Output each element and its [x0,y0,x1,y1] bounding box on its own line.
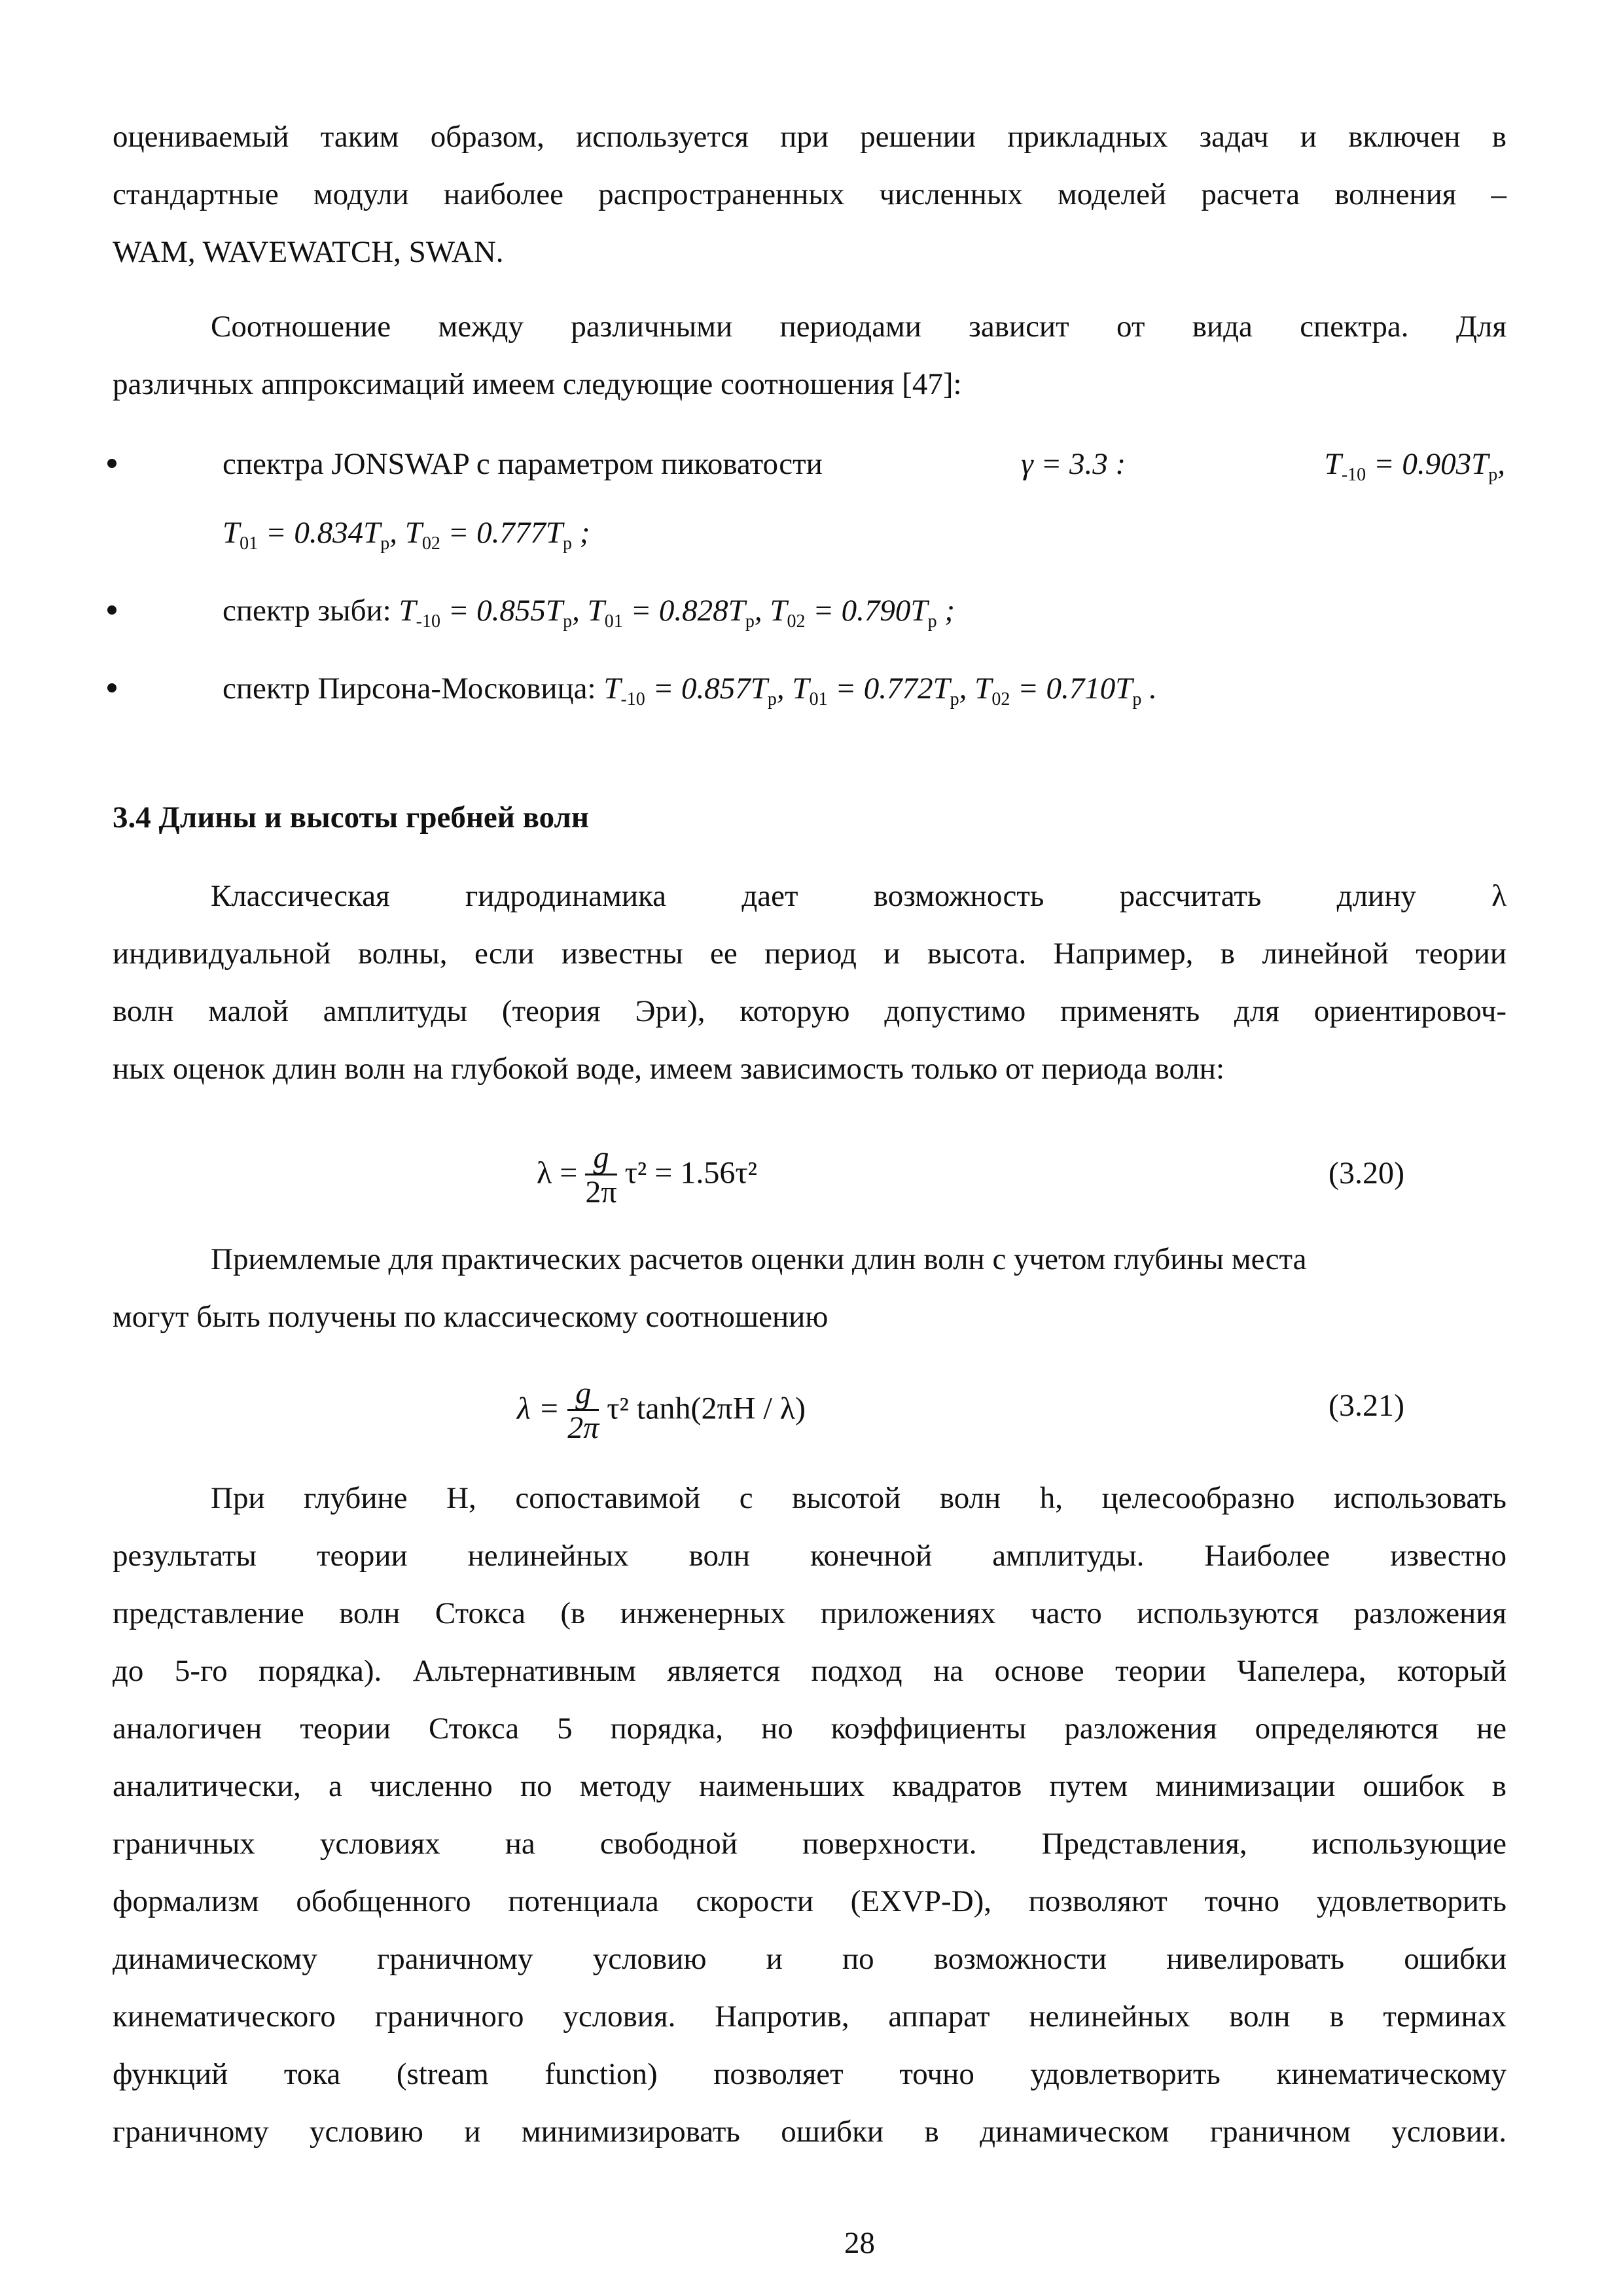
ratio-line-2: различных аппроксимаций имеем следующие соотношения [47]: [113,367,962,401]
nonlinear-line-11: функций тока (stream function) позволяет точно удовлетворить кинематическому [113,2057,1507,2091]
jonswap-gamma: γ = 3.3 : [1021,447,1126,481]
pm-prefix: спектр Пирсона-Московица: [223,672,596,706]
intro-line-3: WAM, WAVEWATCH, SWAN. [113,235,504,269]
eq320-numerator: g [585,1142,616,1175]
list-item-wind-sea [223,582,1505,651]
eq320-fraction [585,1142,616,1210]
ratio-line-1: Соотношение между различными периодами зависит от вида спектра. Для [211,310,1507,344]
spectrum-ratio-list [223,435,1505,728]
eq321-fraction [567,1378,599,1445]
pm-formula: $T_{-10} = 0.857T_p$, $T_{01} = 0.772T_p$, $T_{02} = 0.710T_p$ . [603,672,1157,709]
list-item-jonswap [223,435,1505,573]
eq320-denominator: 2π [585,1175,617,1210]
section-heading: 3.4 Длины и высоты гребней волн [113,800,589,834]
eq321-denominator: 2π [567,1410,599,1445]
paragraph-classic [113,867,1507,1098]
depth-line-1: Приемлемые для практических расчетов оценки длин волн с учетом глубины места [211,1242,1307,1276]
nonlinear-line-12: граничному условию и минимизировать ошибки в динамическом граничном условии. [113,2115,1507,2149]
bullet-dot [107,459,116,468]
nonlinear-line-1: При глубине H, сопоставимой с высотой волн h, целесообразно использовать [211,1481,1507,1515]
eq321-lhs: λ = [517,1391,560,1426]
equation-3-21 [517,1378,806,1445]
paragraph-depth [113,1230,1507,1346]
nonlinear-line-8: формализм обобщенного потенциала скорости (EXVP-D), позволяют точно удовлетворить [113,1884,1507,1918]
jonswap-t10: $T_{-10} = 0.903T_p$, [1324,447,1505,485]
wind-prefix: спектр зыби: [223,594,391,628]
paragraph-intro [113,108,1507,281]
eq321-numerator: g [567,1378,599,1411]
paragraph-ratio [113,298,1507,413]
nonlinear-line-7: граничных условиях на свободной поверхности. Представления, использующие [113,1827,1507,1861]
equation-number-3-21: (3.21) [1329,1388,1404,1423]
classic-line-1: Классическая гидродинамика дает возможность рассчитать длину λ [211,879,1507,913]
nonlinear-line-4: до 5-го порядка). Альтернативным является подход на основе теории Чапелера, который [113,1654,1507,1688]
eq320-rhs: τ² = 1.56τ² [624,1155,758,1191]
intro-line-2: стандартные модули наиболее распространенных численных моделей расчета волнения – [113,177,1507,211]
classic-line-4: ных оценок длин волн на глубокой воде, имеем зависимость только от периода волн: [113,1052,1224,1086]
eq320-lhs: λ = [537,1155,578,1191]
equation-3-20 [537,1142,757,1210]
jonswap-prefix: спектра JONSWAP с параметром пиковатости [223,447,823,481]
paragraph-nonlinear [113,1469,1507,2161]
eq321-rhs: τ² tanh(2πH / λ) [607,1391,806,1426]
bullet-dot [107,605,116,615]
nonlinear-line-3: представление волн Стокса (в инженерных приложениях часто используются разложения [113,1596,1507,1630]
classic-line-2: индивидуальной волны, если известны ее период и высота. Например, в линейной теории [113,937,1507,971]
nonlinear-line-2: результаты теории нелинейных волн конечной амплитуды. Наиболее известно [113,1539,1507,1573]
nonlinear-line-6: аналитически, а численно по методу наименьших квадратов путем минимизации ошибок в [113,1769,1507,1803]
page-number: 28 [844,2226,875,2260]
equation-number-3-20: (3.20) [1329,1156,1404,1191]
depth-line-2: могут быть получены по классическому соотношению [113,1300,829,1334]
wind-formula: $T_{-10} = 0.855T_p$, $T_{01} = 0.828T_p$, $T_{02} = 0.790T_p$ ; [399,594,955,632]
nonlinear-line-10: кинематического граничного условия. Напротив, аппарат нелинейных волн в терминах [113,2000,1507,2034]
list-item-pierson-moskowitz [223,660,1505,728]
bullet-dot [107,683,116,692]
intro-line-1: оцениваемый таким образом, используется при решении прикладных задач и включен в [113,120,1507,154]
classic-line-3: волн малой амплитуды (теория Эри), которую допустимо применять для ориентировоч- [113,994,1507,1028]
nonlinear-line-5: аналогичен теории Стокса 5 порядка, но коэффициенты разложения определяются не [113,1712,1507,1746]
nonlinear-line-9: динамическому граничному условию и по возможности нивелировать ошибки [113,1942,1507,1976]
jonswap-line-2: $T_{01} = 0.834T_p$, $T_{02} = 0.777T_p$ ; [223,516,590,554]
